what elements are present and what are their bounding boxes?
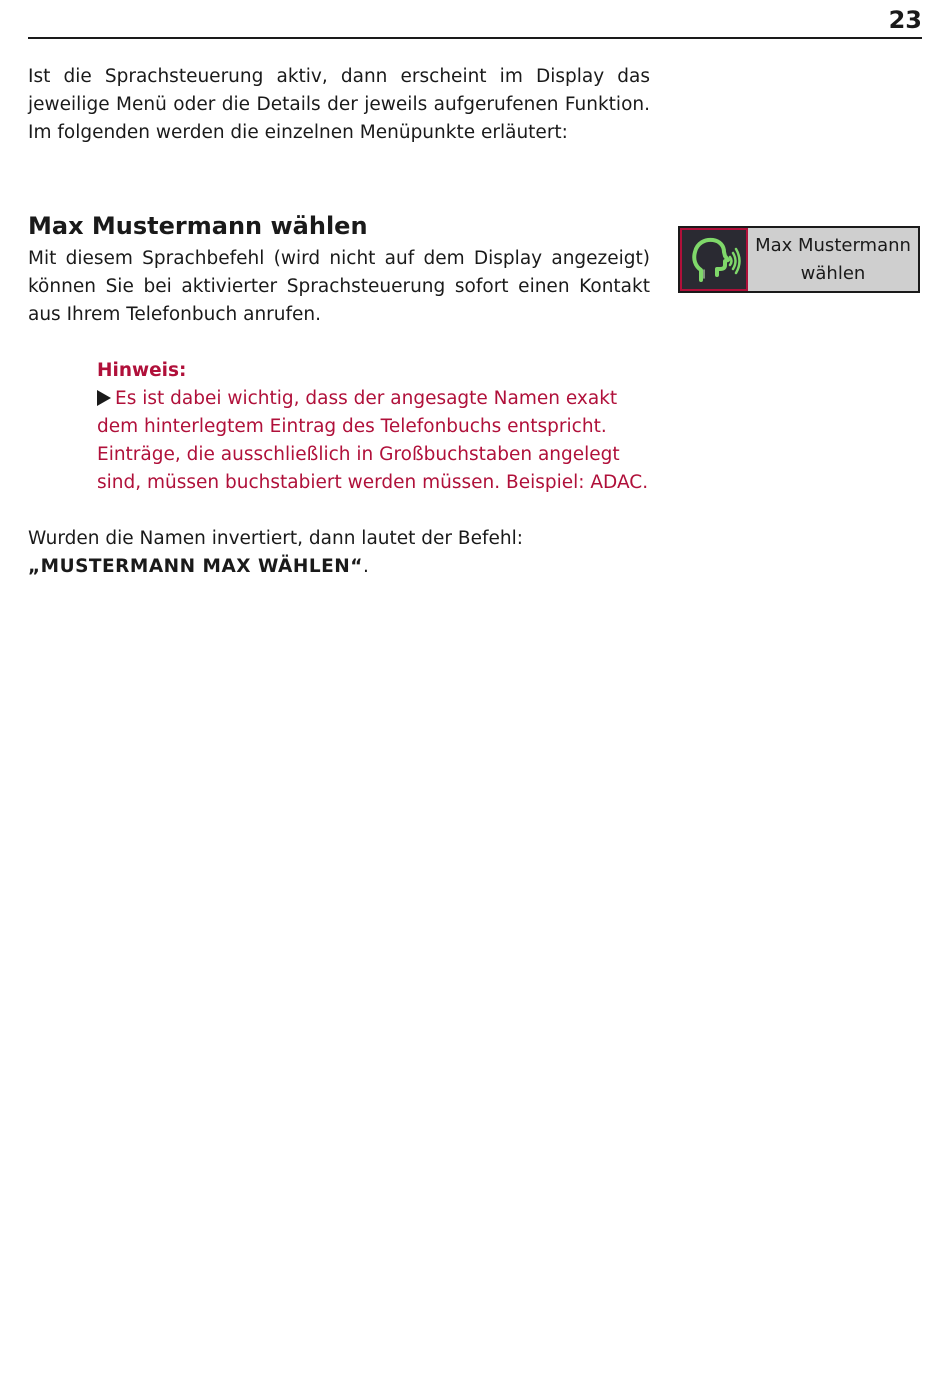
- header-rule: [28, 37, 922, 39]
- page-number: 23: [888, 6, 922, 34]
- display-label: Max Mustermann wählen: [755, 234, 911, 284]
- arrow-right-icon: [97, 390, 111, 406]
- hint-title: Hinweis:: [97, 360, 187, 381]
- closing-paragraph: [28, 525, 650, 581]
- voice-command-icon: [687, 234, 741, 286]
- voice-command-icon-box: [680, 228, 748, 291]
- closing-suffix: .: [362, 556, 369, 577]
- hint-box: [97, 357, 650, 497]
- hint-text: Es ist dabei wichtig, dass der angesagte Namen exakt dem hinterlegtem Eintrag des Telefonbuchs entspricht. Einträge, die ausschließlich in Großbuchstaben angelegt sind, müssen buchstabiert werden müssen. Beispiel: ADAC.: [97, 388, 649, 493]
- section-title: Max Mustermann wählen: [28, 212, 368, 240]
- voice-command-text: „MUSTERMANN MAX WÄHLEN“: [28, 556, 363, 577]
- display-widget: [678, 226, 920, 293]
- section-body: Mit diesem Sprachbefehl (wird nicht auf dem Display angezeigt) können Sie bei aktivierter Sprachsteuerung sofort einen Kontakt aus Ihrem Telefonbuch anrufen.: [28, 248, 650, 325]
- closing-text: Wurden die Namen invertiert, dann lautet der Befehl:: [28, 528, 523, 549]
- intro-paragraph: Ist die Sprachsteuerung aktiv, dann erscheint im Display das jeweilige Menü oder die Details der jeweils aufgerufenen Funktion. Im folgenden werden die einzelnen Menüpunkte erläutert:: [28, 66, 650, 143]
